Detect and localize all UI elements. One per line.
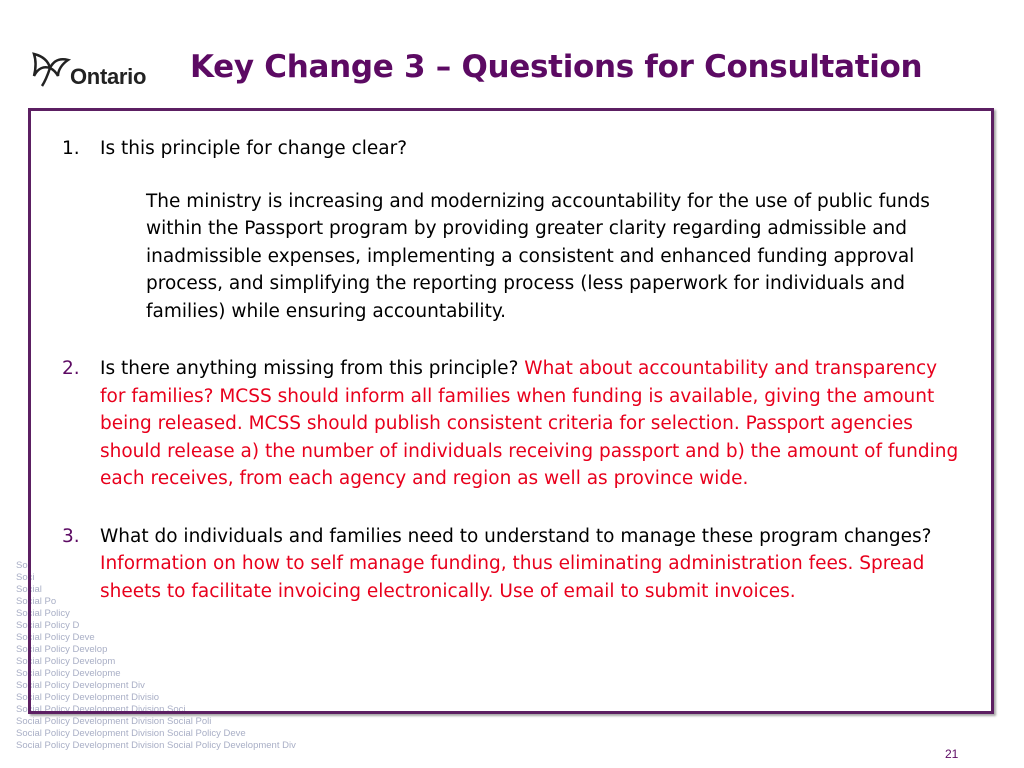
question-explanation: The ministry is increasing and modernizing accountability for the use of public funds within the Passport program by providing greater clarity regarding admissible and inadmissible expenses, implementing a consistent and enhanced funding approval process, and simplifying the reporting process (less paperwork for individuals and families) while ensuring accountability.	[146, 190, 930, 322]
questions-list	[62, 135, 967, 605]
watermark-line: Social Policy Develop	[16, 644, 108, 655]
question-item-3	[62, 523, 967, 606]
watermark-line: Social Policy Development Division Soci	[16, 704, 186, 715]
question-item-2	[62, 355, 967, 493]
watermark-line: So	[16, 560, 28, 571]
answer-text: Information on how to self manage funding, thus eliminating administration fees. Spread sheets to facilitate invoicing electronically. Use of email to submit invoices.	[100, 553, 925, 602]
logo-wordmark: Ontario	[70, 64, 147, 89]
watermark-line: Social Policy D	[16, 620, 80, 631]
question-text: Is this principle for change clear?	[100, 138, 408, 159]
watermark-line: Social Policy Development Division Social Policy Deve	[16, 728, 246, 739]
watermark-line: Social Policy Developme	[16, 668, 121, 679]
watermark-line: Social Policy Development Division Social Policy Development Div	[16, 740, 296, 751]
watermark-line: Social Policy Development Division Social Poli	[16, 716, 212, 727]
ontario-logo	[28, 46, 168, 96]
page-number: 21	[945, 747, 959, 761]
watermark-line: Social Po	[16, 596, 57, 607]
question-number: 1.	[62, 138, 80, 159]
question-number: 2.	[62, 358, 80, 379]
trillium-icon	[28, 46, 72, 90]
watermark-line: Social Policy Deve	[16, 632, 95, 643]
answer-text: What about accountability and transparency for families? MCSS should inform all families when funding is available, giving the amount being released. MCSS should publish consistent criteria for selection. Passport agencies should release a) the number of individuals receiving passport and b) the amount of funding each receives, from each agency and region as well as province wide.	[100, 358, 959, 489]
watermark-line: Social Policy Development Div	[16, 680, 145, 691]
slide-title: Key Change 3 – Questions for Consultation	[190, 49, 923, 85]
question-text: What do individuals and families need to understand to manage these program changes?	[100, 525, 932, 547]
question-item-1	[62, 135, 967, 163]
watermark-line: Social	[16, 584, 42, 595]
watermark-line: Social Policy Development Divisio	[16, 692, 160, 703]
watermark-line: Social Policy Developm	[16, 656, 116, 667]
watermark-line: Social Policy	[16, 608, 70, 619]
question-number: 3.	[62, 525, 80, 547]
question-text: Is there anything missing from this principle?	[100, 358, 519, 379]
watermark-line: Soci	[16, 572, 35, 583]
